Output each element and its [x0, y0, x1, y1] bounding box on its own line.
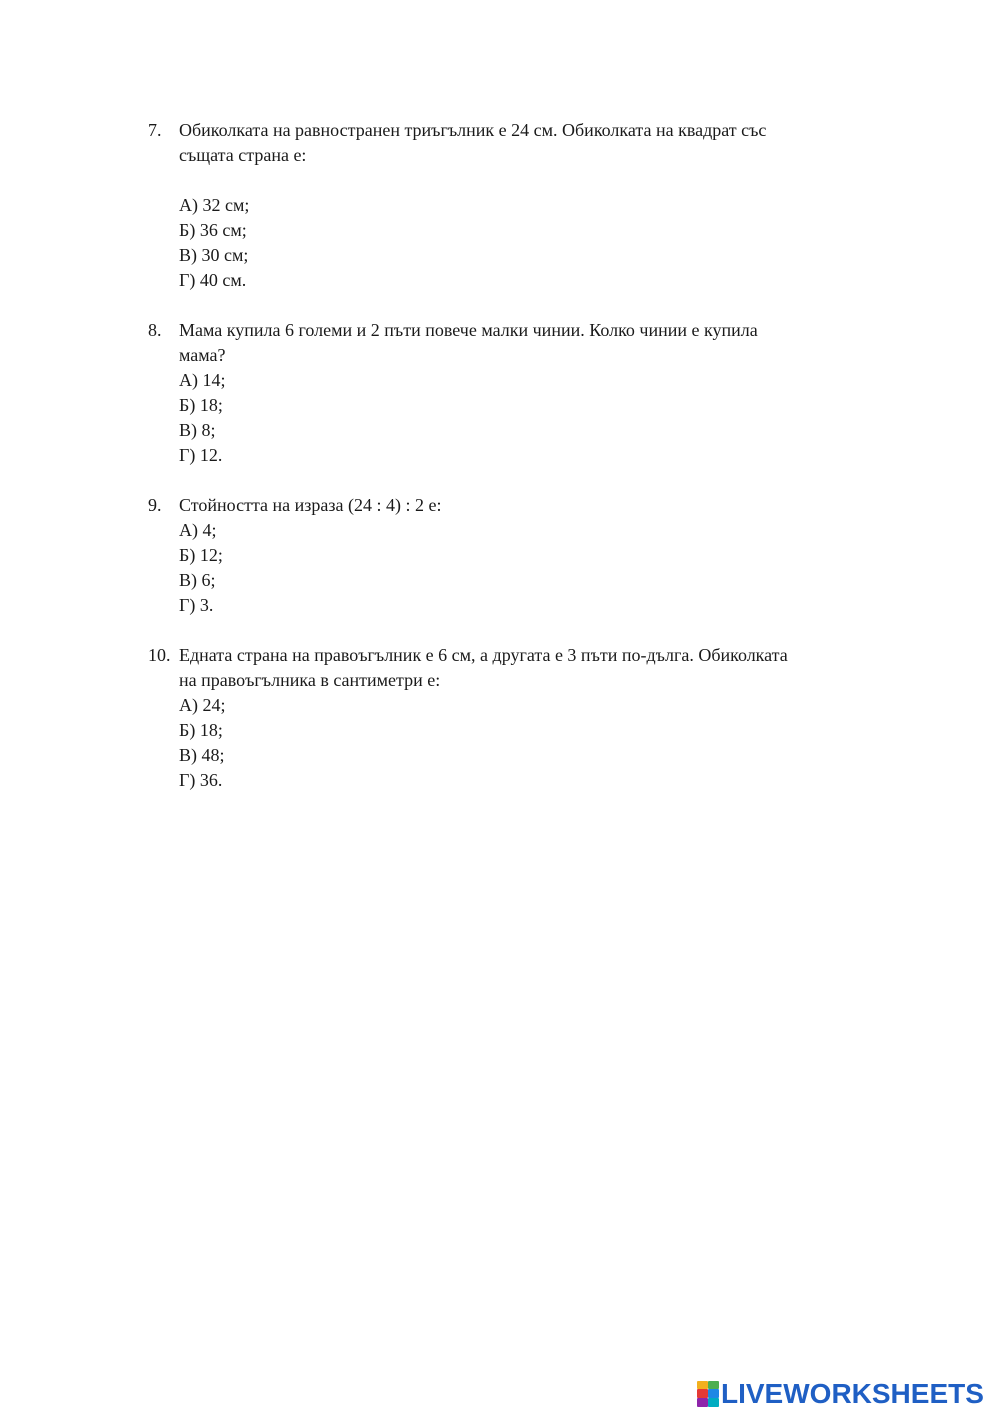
- question-text: [179, 643, 888, 693]
- answer-option-b: Б) 18;: [179, 720, 223, 740]
- answer-option-b: Б) 12;: [179, 545, 223, 565]
- mark-block: [697, 1381, 708, 1389]
- question-text: [179, 318, 888, 368]
- mark-block: [697, 1398, 708, 1407]
- question-text-line: Обиколката на равностранен триъгълник е 24 см. Обиколката на квадрат със: [179, 120, 767, 140]
- answer-option-c: В) 48;: [179, 745, 225, 765]
- question-text-line: на правоъгълника в сантиметри е:: [179, 670, 441, 690]
- question-number: 10.: [148, 645, 171, 665]
- question-7: [148, 118, 888, 293]
- logo-text: LIVEWORKSHEETS: [721, 1378, 984, 1409]
- answer-option-d: Г) 3.: [179, 595, 214, 615]
- answer-option-b: Б) 18;: [179, 395, 223, 415]
- answer-options: [179, 193, 888, 293]
- mark-block: [708, 1398, 719, 1407]
- mark-block: [708, 1381, 719, 1389]
- liveworksheets-logo: [697, 1379, 984, 1409]
- question-text-line: Стойността на израза (24 : 4) : 2 е:: [179, 495, 442, 515]
- answer-option-b: Б) 36 см;: [179, 220, 247, 240]
- answer-option-a: А) 32 см;: [179, 195, 250, 215]
- answer-options: [179, 693, 888, 793]
- answer-option-c: В) 30 см;: [179, 245, 249, 265]
- question-number: 9.: [148, 495, 162, 515]
- question-10: [148, 643, 888, 793]
- question-number: 8.: [148, 320, 162, 340]
- answer-option-a: А) 4;: [179, 520, 217, 540]
- answer-option-a: А) 14;: [179, 370, 226, 390]
- answer-option-c: В) 6;: [179, 570, 216, 590]
- question-text-line: Едната страна на правоъгълник е 6 см, а другата е 3 пъти по-дълга. Обиколката: [179, 645, 788, 665]
- question-text-line: същата страна е:: [179, 145, 307, 165]
- answer-option-c: В) 8;: [179, 420, 216, 440]
- mark-block: [708, 1389, 719, 1398]
- question-9: [148, 493, 888, 618]
- question-text-line: мама?: [179, 345, 226, 365]
- question-8: [148, 318, 888, 468]
- question-text: [179, 493, 888, 518]
- liveworksheets-mark-icon: [697, 1381, 719, 1407]
- answer-option-d: Г) 40 см.: [179, 270, 247, 290]
- question-text: [179, 118, 888, 168]
- question-number: 7.: [148, 120, 162, 140]
- answer-option-a: А) 24;: [179, 695, 226, 715]
- answer-options: [179, 368, 888, 468]
- answer-option-d: Г) 36.: [179, 770, 223, 790]
- mark-block: [697, 1389, 708, 1398]
- question-text-line: Мама купила 6 големи и 2 пъти повече малки чинии. Колко чинии е купила: [179, 320, 758, 340]
- answer-option-d: Г) 12.: [179, 445, 223, 465]
- answer-options: [179, 518, 888, 618]
